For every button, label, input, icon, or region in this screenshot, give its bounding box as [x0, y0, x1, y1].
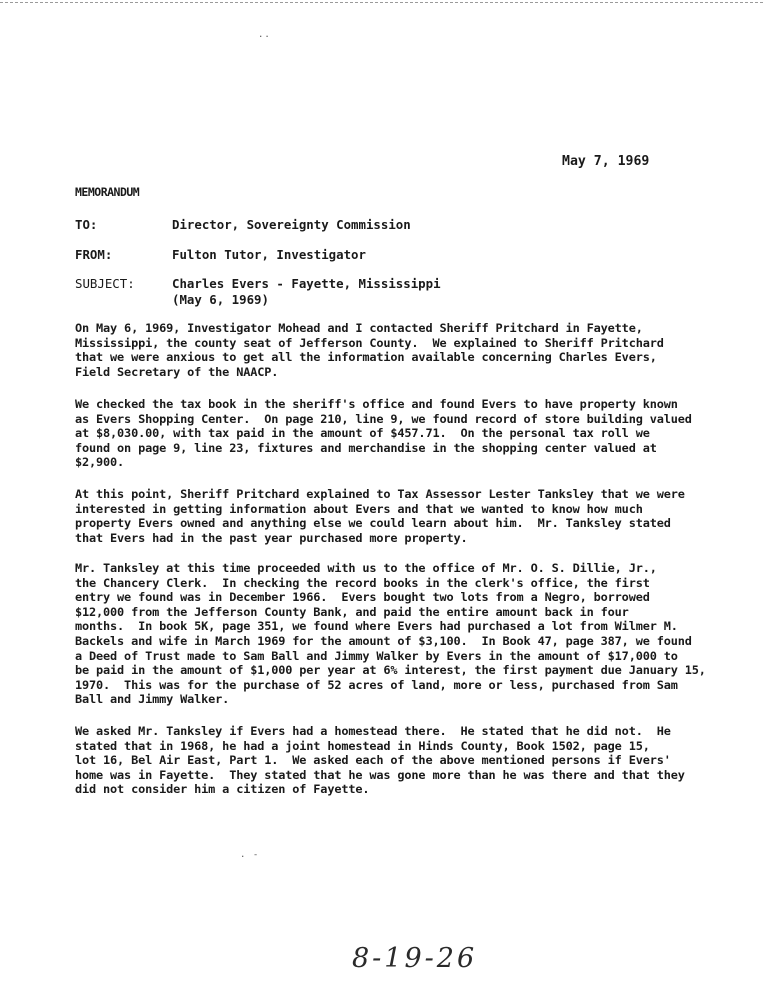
- to-value: Director, Sovereignty Commission: [172, 217, 411, 232]
- paragraph-4: Mr. Tanksley at this time proceeded with us to the office of Mr. O. S. Dillie, Jr., the Chancery Clerk. In checking the record books in the clerk's office, the first entry we found was in December 1966. Evers bought two lots from a Negro, borrowed $12,000 from the Jefferson County Bank, and paid the entire amount back in four months. In book 5K, page 351, we found where Evers had purchased a lot from Wilmer M. Backels and wife in March 1969 for the amount of $3,100. In Book 47, page 387, we found a Deed of Trust made to Sam Ball and Jimmy Walker by Evers in the amount of $17,000 to be paid in the amount of $1,000 per year at 6% interest, the first payment due January 15, 1970. This was for the purchase of 52 acres of land, more or less, purchased from Sam Ball and Jimmy Walker.: [75, 561, 706, 707]
- top-dashed-rule: [0, 2, 763, 3]
- subject-label: SUBJECT:: [75, 276, 135, 291]
- paragraph-2: We checked the tax book in the sheriff's office and found Evers to have property known as Evers Shopping Center. On page 210, line 9, we found record of store building valued at $8,030.00, with tax paid in the amount of $457.71. On the personal tax roll we found on page 9, line 23, fixtures and merchandise in the shopping center valued at $2,900.: [75, 397, 692, 470]
- from-label: FROM:: [75, 247, 113, 262]
- paragraph-5: We asked Mr. Tanksley if Evers had a homestead there. He stated that he did not. He stated that in 1968, he had a joint homestead in Hinds County, Book 1502, page 15, lot 16, Bel Air East, Part 1. We asked each of the above mentioned persons if Evers' home was in Fayette. They stated that he was gone more than he was there and that they did not consider him a citizen of Fayette.: [75, 724, 685, 797]
- paragraph-1: On May 6, 1969, Investigator Mohead and I contacted Sheriff Pritchard in Fayette, Mississippi, the county seat of Jefferson County. We explained to Sheriff Pritchard that we were anxious to get all the information available concerning Charles Evers, Field Secretary of the NAACP.: [75, 321, 664, 379]
- handwritten-document-number: 8-19-26: [352, 943, 478, 974]
- subject-line-1: Charles Evers - Fayette, Mississippi: [172, 276, 441, 291]
- paragraph-3: At this point, Sheriff Pritchard explained to Tax Assessor Lester Tanksley that we were interested in getting information about Evers and that we wanted to know how much property Evers owned and anything else we could learn about him. Mr. Tanksley stated that Evers had in the past year purchased more property.: [75, 487, 685, 545]
- memo-date: May 7, 1969: [562, 154, 650, 169]
- from-value: Fulton Tutor, Investigator: [172, 247, 366, 262]
- to-label: TO:: [75, 217, 98, 232]
- memo-heading: MEMORANDUM: [75, 185, 140, 199]
- subject-line-2: (May 6, 1969): [172, 292, 269, 307]
- scan-speck: . -: [240, 850, 260, 860]
- scan-speck: ..: [258, 30, 271, 40]
